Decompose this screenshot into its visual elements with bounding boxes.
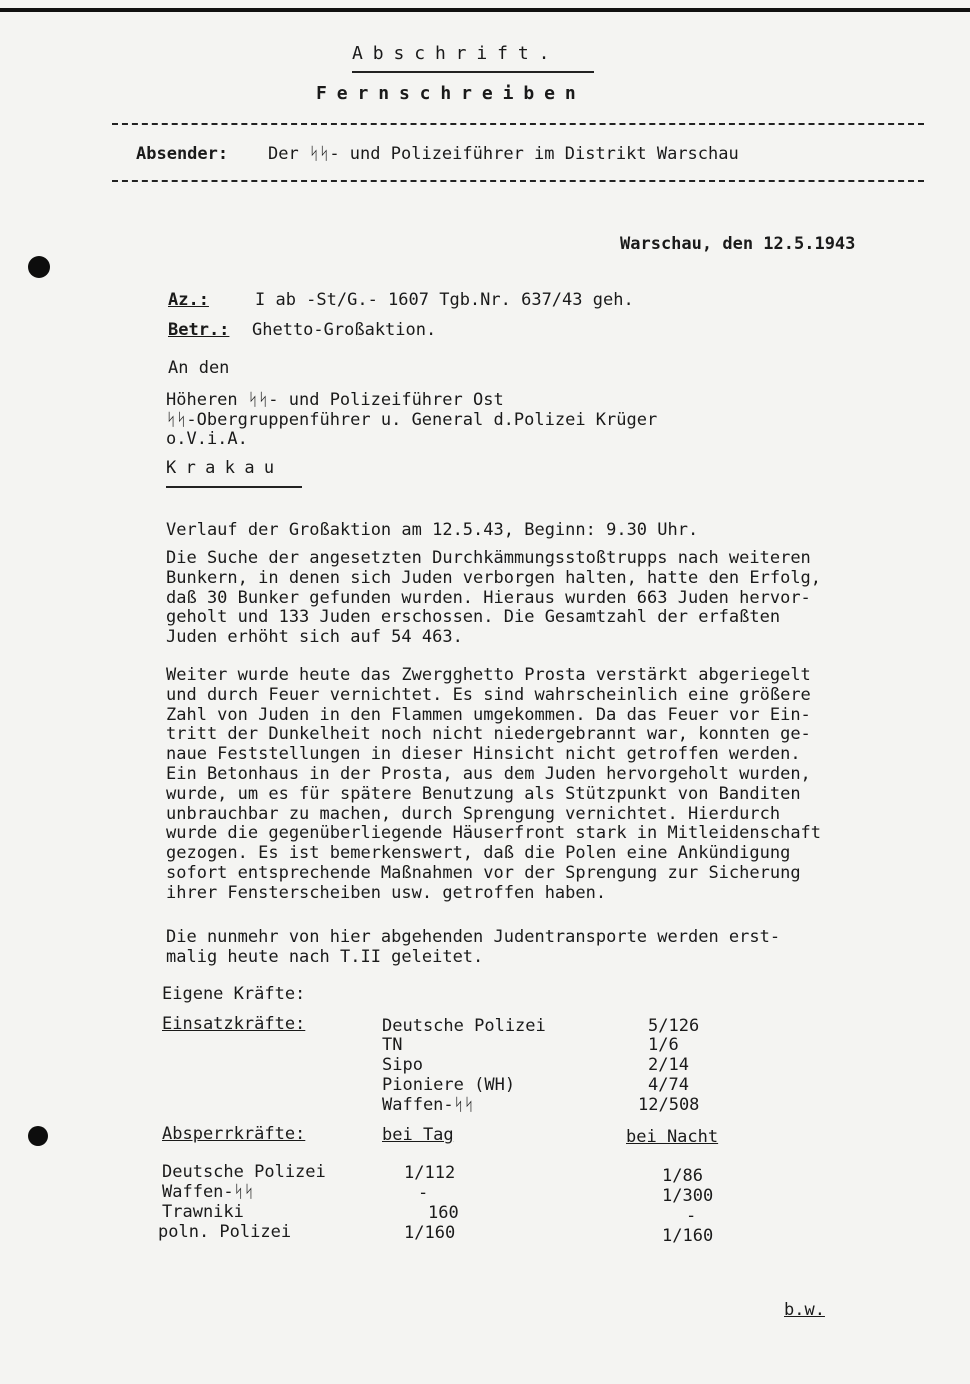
document-title: Abschrift.: [352, 43, 560, 64]
body-heading: Verlauf der Großaktion am 12.5.43, Beginn: 9.30 Uhr.: [166, 520, 699, 540]
punch-hole-bottom: [28, 1126, 48, 1146]
paragraph-line: Weiter wurde heute das Zwergghetto Prosta verstärkt abgeriegelt: [166, 665, 811, 685]
paragraph-line: Zahl von Juden in den Flammen umgekommen. Da das Feuer vor Ein-: [166, 704, 811, 725]
paragraph-line: gezogen. Es ist bemerkenswert, daß die Polen eine Ankündigung: [166, 843, 791, 864]
absperr-unit: Trawniki: [162, 1202, 244, 1222]
body-paragraph-2: [166, 666, 946, 904]
az-label: Az.:: [168, 290, 209, 310]
absperr-unit: poln. Polizei: [158, 1222, 292, 1242]
place-date: Warschau, den 12.5.1943: [620, 234, 856, 254]
paragraph-line: tritt der Dunkelheit noch nicht niedergebrannt war, konnten ge-: [166, 724, 811, 745]
paragraph-line: Ein Betonhaus in der Prosta, aus dem Juden hervorgeholt wurden,: [166, 763, 811, 784]
recipient-line-4: o.V.i.A.: [166, 429, 248, 449]
paragraph-line: Bunkern, in denen sich Juden verborgen halten, hatte den Erfolg,: [166, 567, 822, 588]
paragraph-line: geholt und 133 Juden erschossen. Die Gesamtzahl der erfaßten: [166, 607, 781, 628]
paragraph-line: Die nunmehr von hier abgehenden Judentransporte werden erst-: [166, 927, 781, 947]
einsatz-value: 12/508: [638, 1095, 700, 1115]
absperr-label: Absperrkräfte:: [162, 1124, 306, 1144]
einsatz-value: 2/14: [648, 1055, 689, 1075]
paragraph-line: wurde die gegenüberliegende Häuserfront stark in Mitleidenschaft: [166, 823, 822, 844]
forces-title: Eigene Kräfte:: [162, 984, 306, 1004]
einsatz-unit: Pioniere (WH): [382, 1075, 516, 1095]
betr-value: Ghetto-Großaktion.: [252, 320, 437, 340]
absperr-day: 160: [428, 1203, 459, 1223]
sender-divider-top: [112, 123, 924, 125]
paragraph-line: Juden erhöht sich auf 54 463.: [166, 627, 463, 648]
absperr-night: 1/86: [662, 1166, 703, 1186]
az-value: I ab -St/G.- 1607 Tgb.Nr. 637/43 geh.: [255, 290, 634, 310]
sender-label: Absender:: [136, 144, 229, 164]
einsatz-unit: Waffen-ᛋᛋ: [382, 1095, 475, 1115]
absperr-day: 1/160: [404, 1223, 456, 1243]
top-edge-line: [0, 8, 970, 12]
absperr-night: -: [686, 1206, 697, 1226]
einsatz-label: Einsatzkräfte:: [162, 1014, 306, 1034]
recipient-line-1: An den: [168, 358, 230, 378]
absperr-day: 1/112: [404, 1163, 456, 1183]
einsatz-unit: Deutsche Polizei: [382, 1016, 546, 1036]
einsatz-value: 4/74: [648, 1075, 689, 1095]
absperr-unit: Waffen-ᛋᛋ: [162, 1182, 255, 1202]
recipient-line-3: ᛋᛋ-Obergruppenführer u. General d.Polizei Krüger: [166, 410, 658, 430]
einsatz-unit: TN: [382, 1035, 403, 1055]
einsatz-value: 1/6: [648, 1035, 679, 1055]
footer-note: b.w.: [784, 1300, 825, 1320]
einsatz-unit: Sipo: [382, 1055, 423, 1075]
document-subtitle: Fernschreiben: [316, 83, 586, 104]
absperr-night: 1/300: [662, 1186, 714, 1206]
punch-hole-top: [28, 256, 50, 278]
paragraph-line: sofort entsprechende Maßnahmen vor der Sprengung zur Sicherung: [166, 862, 801, 883]
einsatz-value: 5/126: [648, 1016, 700, 1036]
paragraph-line: naue Feststellungen in dieser Hinsicht nicht getroffen werden.: [166, 744, 801, 765]
day-column-label: bei Tag: [382, 1125, 454, 1145]
absperr-night: 1/160: [662, 1226, 714, 1246]
sender-divider-bottom: [112, 180, 924, 182]
paragraph-line: unbrauchbar zu machen, durch Sprengung vernichtet. Hierdurch: [166, 803, 781, 824]
paragraph-line: Die Suche der angesetzten Durchkämmungsstoßtrupps nach weiteren: [166, 548, 811, 568]
body-paragraph-3: [166, 928, 946, 968]
paragraph-line: wurde, um es für spätere Benutzung als Stützpunkt von Banditen: [166, 783, 801, 804]
absperr-day: -: [418, 1183, 429, 1203]
paragraph-line: ihrer Fensterscheiben usw. getroffen haben.: [166, 882, 607, 903]
absperr-unit: Deutsche Polizei: [162, 1162, 326, 1182]
paragraph-line: malig heute nach T.II geleitet.: [166, 946, 484, 967]
recipient-city: Krakau: [166, 458, 284, 478]
recipient-line-2: Höheren ᛋᛋ- und Polizeiführer Ost: [166, 390, 504, 410]
paragraph-line: und durch Feuer vernichtet. Es sind wahrscheinlich eine größere: [166, 684, 811, 705]
betr-label: Betr.:: [168, 320, 230, 340]
sender-value: Der ᛋᛋ- und Polizeiführer im Distrikt Warschau: [268, 144, 739, 164]
body-paragraph-1: [166, 549, 946, 648]
night-column-label: bei Nacht: [626, 1127, 719, 1147]
title-underline: [352, 71, 594, 73]
city-underline: [166, 486, 302, 488]
paragraph-line: daß 30 Bunker gefunden wurden. Hieraus wurden 663 Juden hervor-: [166, 587, 811, 608]
